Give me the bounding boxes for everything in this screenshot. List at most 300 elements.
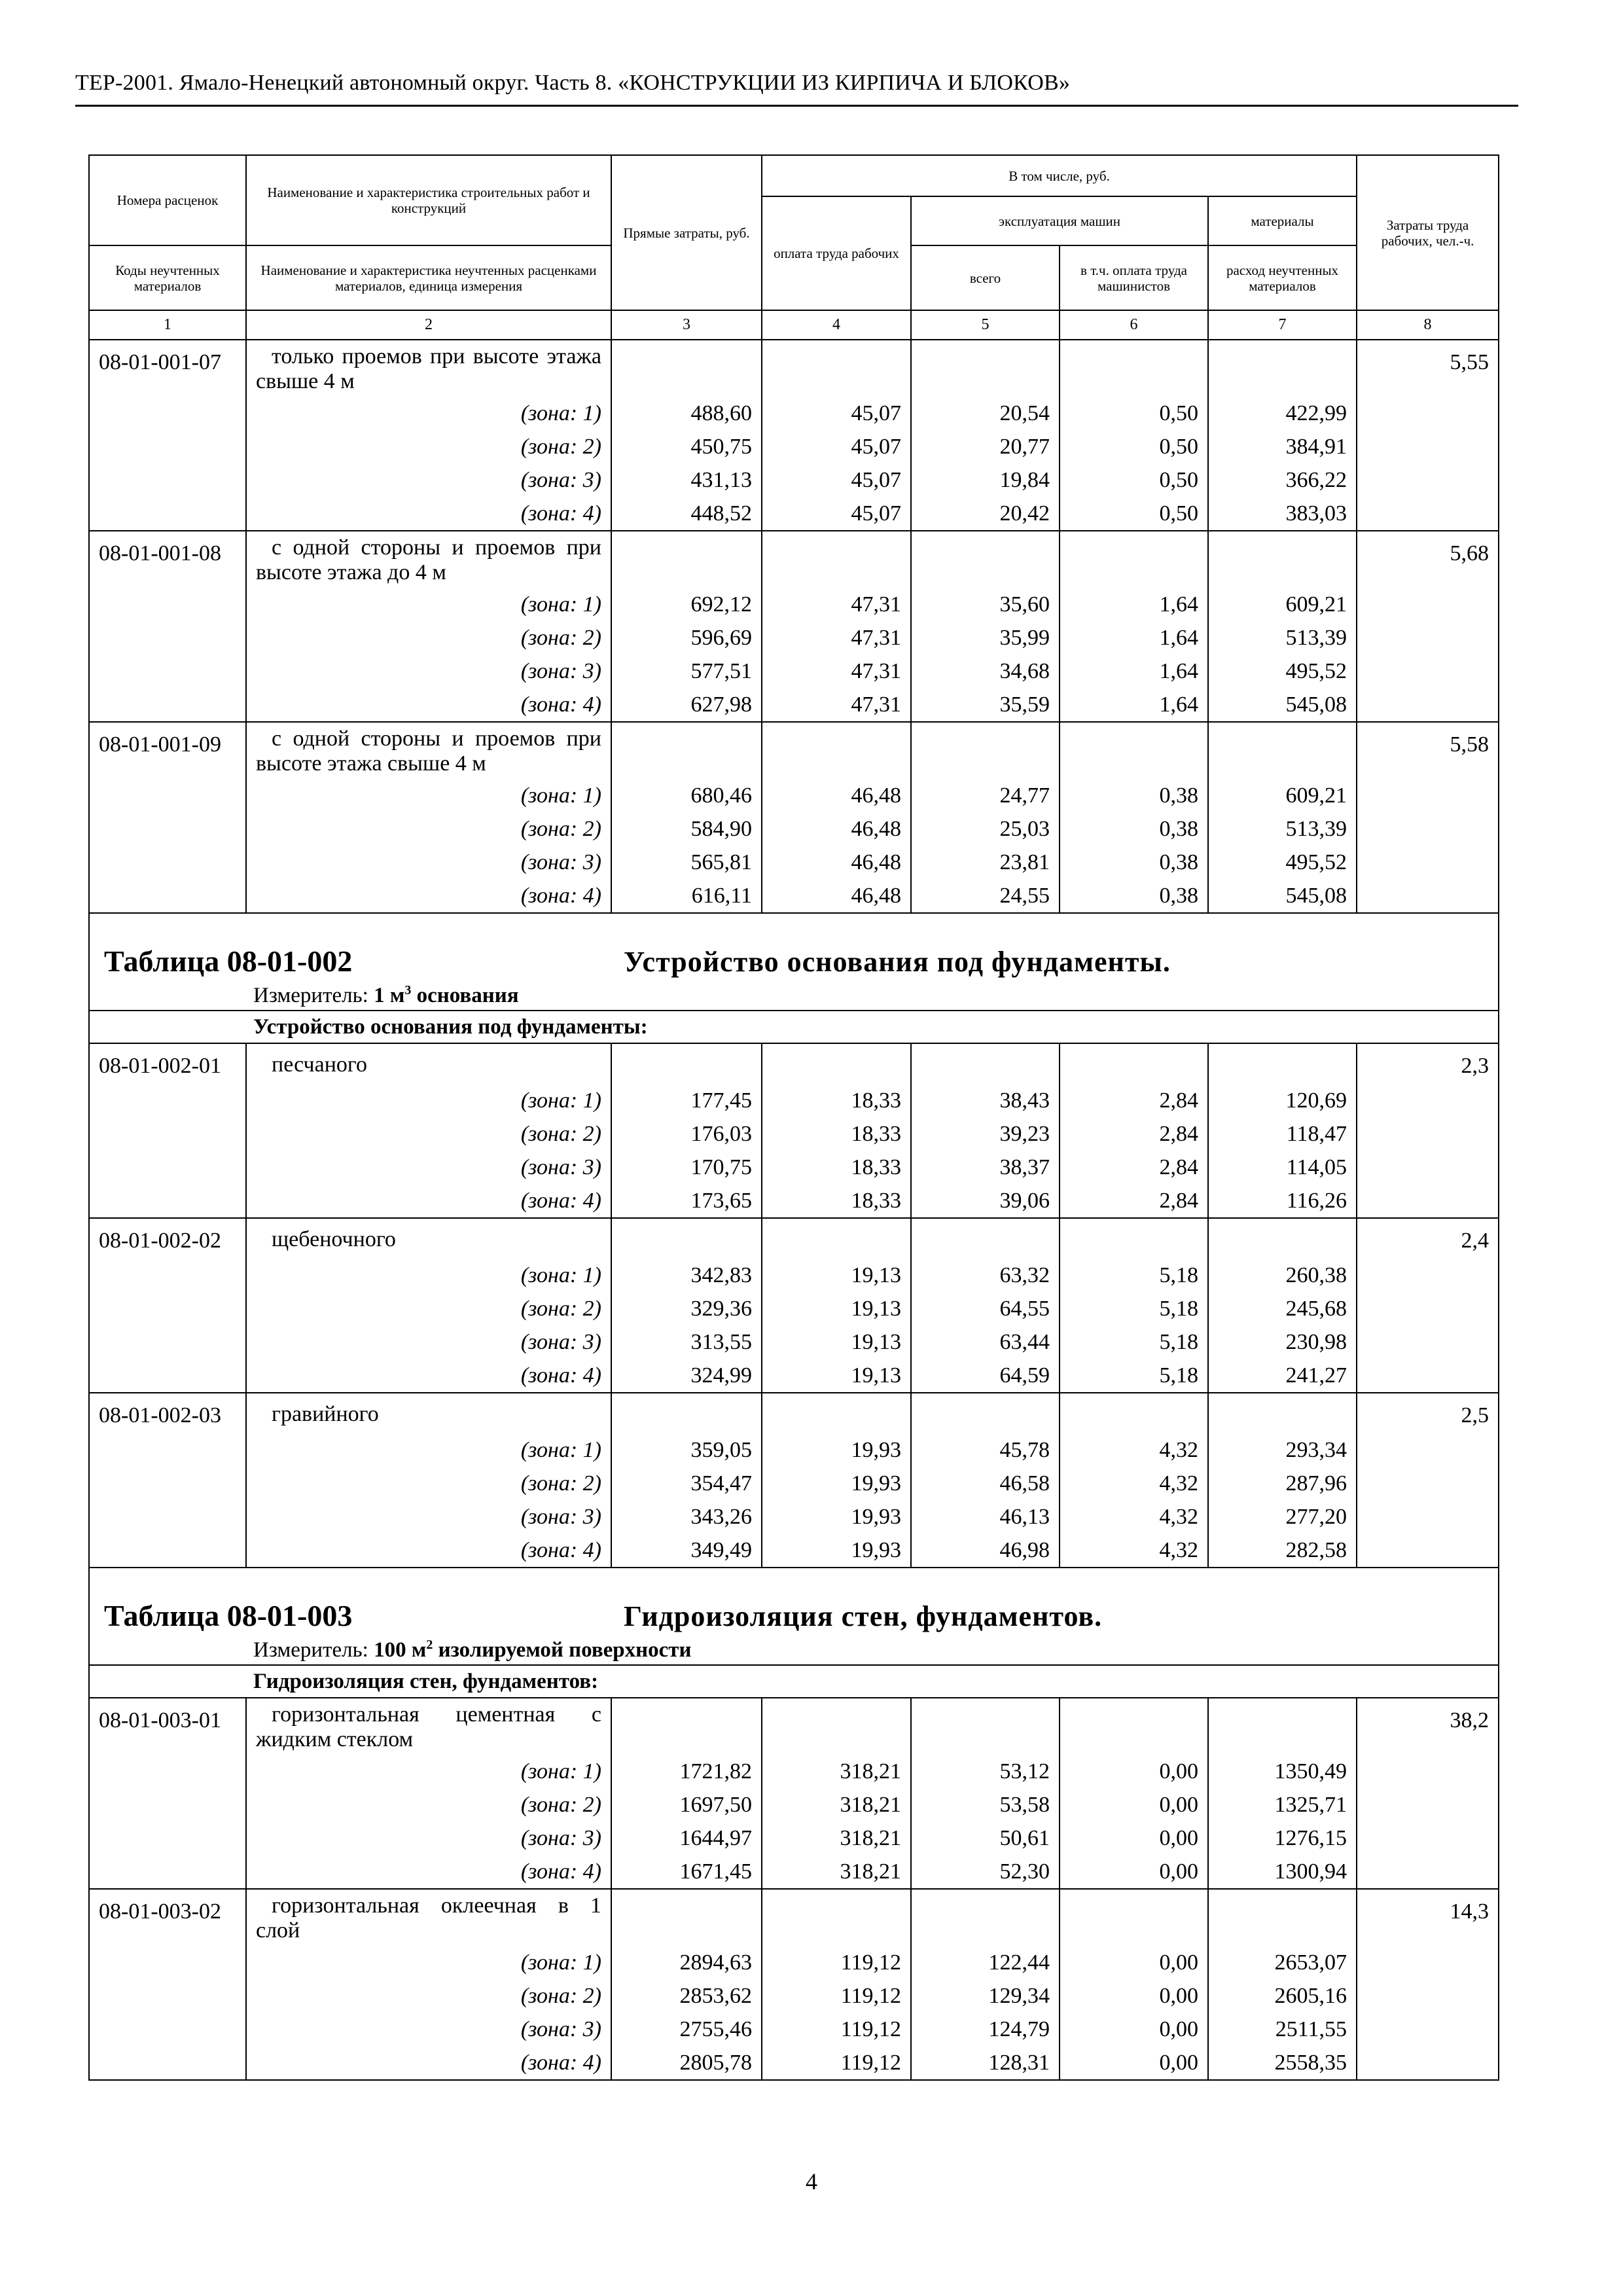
material-cost: 293,34 — [1208, 1433, 1357, 1467]
unit-exponent: 2 — [426, 1638, 433, 1652]
zone-row — [89, 621, 1499, 655]
material-cost: 245,68 — [1208, 1292, 1357, 1325]
rate-code: 08-01-003-01 — [89, 1698, 246, 1889]
material-cost: 282,58 — [1208, 1534, 1357, 1568]
table-subtitle: Гидроизоляция стен, фундаментов: — [89, 1665, 1499, 1698]
worker-wage: 119,12 — [762, 2046, 911, 2080]
empty-cell — [1208, 1393, 1357, 1433]
column-number: 3 — [611, 310, 762, 340]
labor-cost: 5,55 — [1357, 340, 1499, 531]
empty-cell — [1208, 340, 1357, 397]
zone-row — [89, 1500, 1499, 1534]
worker-wage: 19,93 — [762, 1467, 911, 1500]
empty-cell — [762, 531, 911, 588]
zone-row — [89, 1117, 1499, 1151]
empty-cell — [762, 1393, 911, 1433]
worker-wage: 18,33 — [762, 1184, 911, 1218]
direct-cost: 173,65 — [611, 1184, 762, 1218]
header-material-codes: Коды неучтенных материалов — [89, 245, 246, 310]
empty-cell — [1060, 1698, 1208, 1755]
material-cost: 513,39 — [1208, 621, 1357, 655]
table-title-row — [89, 913, 1499, 981]
material-cost: 114,05 — [1208, 1151, 1357, 1184]
machine-cost: 25,03 — [911, 812, 1060, 846]
direct-cost: 2853,62 — [611, 1979, 762, 2013]
direct-cost: 354,47 — [611, 1467, 762, 1500]
machine-cost: 35,99 — [911, 621, 1060, 655]
unit-description: основания — [416, 984, 519, 1007]
zone-label: (зона: 2) — [246, 1117, 611, 1151]
material-cost: 241,27 — [1208, 1359, 1357, 1393]
labor-cost: 14,3 — [1357, 1889, 1499, 2080]
header-rate-numbers: Номера расценок — [89, 155, 246, 245]
machine-cost: 63,32 — [911, 1259, 1060, 1292]
worker-wage: 18,33 — [762, 1084, 911, 1117]
zone-row — [89, 1855, 1499, 1889]
rate-name: песчаного — [272, 1052, 368, 1077]
empty-cell — [1208, 531, 1357, 588]
zone-label: (зона: 3) — [246, 2013, 611, 2046]
worker-wage: 47,31 — [762, 588, 911, 621]
zone-row — [89, 2046, 1499, 2080]
zone-row — [89, 1979, 1499, 2013]
empty-cell — [1208, 1698, 1357, 1755]
worker-wage: 19,13 — [762, 1292, 911, 1325]
worker-wage: 318,21 — [762, 1855, 911, 1889]
material-cost: 383,03 — [1208, 497, 1357, 531]
machine-cost: 122,44 — [911, 1946, 1060, 1979]
direct-cost: 176,03 — [611, 1117, 762, 1151]
machinist-wage: 2,84 — [1060, 1117, 1208, 1151]
machine-cost: 23,81 — [911, 846, 1060, 879]
empty-cell — [1060, 531, 1208, 588]
rate-name-cell — [246, 531, 611, 588]
machinist-wage: 1,64 — [1060, 588, 1208, 621]
rate-name-cell — [246, 722, 611, 779]
empty-cell — [762, 1218, 911, 1259]
empty-cell — [611, 340, 762, 397]
zone-label: (зона: 2) — [246, 621, 611, 655]
rate-name: щебеночного — [272, 1227, 396, 1251]
zone-label: (зона: 3) — [246, 1821, 611, 1855]
empty-cell — [1060, 1393, 1208, 1433]
material-cost: 513,39 — [1208, 812, 1357, 846]
empty-cell — [611, 1043, 762, 1084]
zone-row — [89, 1467, 1499, 1500]
unit-description: изолируемой поверхности — [438, 1638, 692, 1662]
rate-row — [89, 722, 1499, 779]
machine-cost: 50,61 — [911, 1821, 1060, 1855]
material-cost: 384,91 — [1208, 430, 1357, 463]
direct-cost: 584,90 — [611, 812, 762, 846]
machine-cost: 20,77 — [911, 430, 1060, 463]
machinist-wage: 4,32 — [1060, 1534, 1208, 1568]
machine-cost: 20,42 — [911, 497, 1060, 531]
unit-measure — [374, 984, 519, 1007]
rate-name-cell — [246, 1698, 611, 1755]
worker-wage: 47,31 — [762, 688, 911, 722]
machinist-wage: 0,38 — [1060, 846, 1208, 879]
page-number: 4 — [806, 2168, 817, 2195]
machine-cost: 24,77 — [911, 779, 1060, 812]
material-cost: 260,38 — [1208, 1259, 1357, 1292]
empty-cell — [1060, 1889, 1208, 1946]
material-cost: 545,08 — [1208, 688, 1357, 722]
material-cost: 120,69 — [1208, 1084, 1357, 1117]
direct-cost: 329,36 — [611, 1292, 762, 1325]
worker-wage: 19,93 — [762, 1500, 911, 1534]
machine-cost: 46,13 — [911, 1500, 1060, 1534]
direct-cost: 450,75 — [611, 430, 762, 463]
table-unit-row — [89, 1636, 1499, 1665]
rate-code: 08-01-002-03 — [89, 1393, 246, 1568]
worker-wage: 119,12 — [762, 2013, 911, 2046]
zone-row — [89, 463, 1499, 497]
worker-wage: 46,48 — [762, 812, 911, 846]
header-machines-total: всего — [911, 245, 1060, 310]
direct-cost: 342,83 — [611, 1259, 762, 1292]
rate-name-cell — [246, 1889, 611, 1946]
rate-name: гравийного — [272, 1401, 379, 1426]
worker-wage: 119,12 — [762, 1946, 911, 1979]
zone-label: (зона: 4) — [246, 688, 611, 722]
material-cost: 495,52 — [1208, 846, 1357, 879]
machine-cost: 39,06 — [911, 1184, 1060, 1218]
machinist-wage: 2,84 — [1060, 1184, 1208, 1218]
rate-name-cell — [246, 1393, 611, 1433]
worker-wage: 45,07 — [762, 497, 911, 531]
rate-code: 08-01-001-07 — [89, 340, 246, 531]
material-cost: 2605,16 — [1208, 1979, 1357, 2013]
rate-row — [89, 531, 1499, 588]
table-number: Таблица 08-01-002 — [104, 944, 353, 978]
direct-cost: 680,46 — [611, 779, 762, 812]
material-cost: 1300,94 — [1208, 1855, 1357, 1889]
labor-cost: 2,5 — [1357, 1393, 1499, 1568]
direct-cost: 343,26 — [611, 1500, 762, 1534]
empty-cell — [911, 722, 1060, 779]
zone-row — [89, 1084, 1499, 1117]
zone-row — [89, 1292, 1499, 1325]
zone-label: (зона: 2) — [246, 1788, 611, 1821]
direct-cost: 1721,82 — [611, 1755, 762, 1788]
zone-row — [89, 1755, 1499, 1788]
machine-cost: 64,55 — [911, 1292, 1060, 1325]
empty-cell — [1208, 1043, 1357, 1084]
zone-row — [89, 779, 1499, 812]
machine-cost: 45,78 — [911, 1433, 1060, 1467]
direct-cost: 2805,78 — [611, 2046, 762, 2080]
empty-cell — [611, 722, 762, 779]
zone-label: (зона: 4) — [246, 1359, 611, 1393]
table-unit — [89, 981, 1499, 1011]
zone-label: (зона: 3) — [246, 846, 611, 879]
zone-label: (зона: 2) — [246, 812, 611, 846]
machine-cost: 124,79 — [911, 2013, 1060, 2046]
table-subtitle-row — [89, 1011, 1499, 1043]
direct-cost: 1671,45 — [611, 1855, 762, 1889]
unit-exponent: 3 — [404, 983, 412, 997]
column-numbers-row — [89, 310, 1499, 340]
worker-wage: 45,07 — [762, 463, 911, 497]
machinist-wage: 0,00 — [1060, 1855, 1208, 1889]
worker-wage: 19,13 — [762, 1259, 911, 1292]
material-cost: 495,52 — [1208, 655, 1357, 688]
empty-cell — [1208, 722, 1357, 779]
machinist-wage: 0,38 — [1060, 812, 1208, 846]
rate-row — [89, 1698, 1499, 1755]
direct-cost: 324,99 — [611, 1359, 762, 1393]
empty-cell — [611, 1218, 762, 1259]
rate-name: с одной стороны и проемов при высоте этажа свыше 4 м — [256, 726, 601, 776]
machinist-wage: 0,38 — [1060, 779, 1208, 812]
worker-wage: 18,33 — [762, 1151, 911, 1184]
column-number: 1 — [89, 310, 246, 340]
zone-label: (зона: 1) — [246, 588, 611, 621]
empty-cell — [911, 1393, 1060, 1433]
machinist-wage: 5,18 — [1060, 1259, 1208, 1292]
machine-cost: 129,34 — [911, 1979, 1060, 2013]
direct-cost: 448,52 — [611, 497, 762, 531]
machinist-wage: 5,18 — [1060, 1359, 1208, 1393]
table-title — [89, 913, 1499, 981]
empty-cell — [1208, 1889, 1357, 1946]
machine-cost: 46,58 — [911, 1467, 1060, 1500]
material-cost: 118,47 — [1208, 1117, 1357, 1151]
worker-wage: 45,07 — [762, 397, 911, 430]
machinist-wage: 2,84 — [1060, 1084, 1208, 1117]
machinist-wage: 1,64 — [1060, 621, 1208, 655]
machine-cost: 39,23 — [911, 1117, 1060, 1151]
machinist-wage: 5,18 — [1060, 1292, 1208, 1325]
empty-cell — [911, 531, 1060, 588]
worker-wage: 45,07 — [762, 430, 911, 463]
zone-label: (зона: 1) — [246, 1946, 611, 1979]
header-material-names: Наименование и характеристика неучтенных расценками материалов, единица измерения — [246, 245, 611, 310]
column-number: 2 — [246, 310, 611, 340]
zone-label: (зона: 3) — [246, 1500, 611, 1534]
rate-code: 08-01-002-01 — [89, 1043, 246, 1218]
zone-label: (зона: 4) — [246, 1855, 611, 1889]
rate-row — [89, 1043, 1499, 1084]
machine-cost: 20,54 — [911, 397, 1060, 430]
header-wages: оплата труда рабочих — [762, 196, 911, 310]
machine-cost: 35,59 — [911, 688, 1060, 722]
zone-label: (зона: 4) — [246, 1534, 611, 1568]
empty-cell — [762, 722, 911, 779]
empty-cell — [1060, 1218, 1208, 1259]
header-material-consumption: расход неучтенных материалов — [1208, 245, 1357, 310]
direct-cost: 313,55 — [611, 1325, 762, 1359]
header-machines: эксплуатация машин — [911, 196, 1208, 245]
machinist-wage: 4,32 — [1060, 1500, 1208, 1534]
zone-label: (зона: 2) — [246, 430, 611, 463]
direct-cost: 431,13 — [611, 463, 762, 497]
material-cost: 2558,35 — [1208, 2046, 1357, 2080]
machine-cost: 35,60 — [911, 588, 1060, 621]
machinist-wage: 1,64 — [1060, 655, 1208, 688]
rate-name-cell — [246, 340, 611, 397]
empty-cell — [762, 1698, 911, 1755]
zone-label: (зона: 4) — [246, 879, 611, 913]
machinist-wage: 4,32 — [1060, 1467, 1208, 1500]
zone-label: (зона: 4) — [246, 497, 611, 531]
empty-cell — [611, 1889, 762, 1946]
unit-measure — [374, 1638, 691, 1662]
material-cost: 230,98 — [1208, 1325, 1357, 1359]
direct-cost: 692,12 — [611, 588, 762, 621]
rate-code: 08-01-001-09 — [89, 722, 246, 913]
direct-cost: 177,45 — [611, 1084, 762, 1117]
direct-cost: 616,11 — [611, 879, 762, 913]
zone-label: (зона: 3) — [246, 1325, 611, 1359]
direct-cost: 1697,50 — [611, 1788, 762, 1821]
direct-cost: 488,60 — [611, 397, 762, 430]
rate-name-cell — [246, 1218, 611, 1259]
material-cost: 2653,07 — [1208, 1946, 1357, 1979]
zone-label: (зона: 1) — [246, 1433, 611, 1467]
unit-value: 1 м — [374, 984, 405, 1007]
machinist-wage: 0,00 — [1060, 1979, 1208, 2013]
worker-wage: 318,21 — [762, 1788, 911, 1821]
labor-cost: 2,4 — [1357, 1218, 1499, 1393]
material-cost: 422,99 — [1208, 397, 1357, 430]
zone-row — [89, 688, 1499, 722]
table-unit — [89, 1636, 1499, 1665]
header-materials: материалы — [1208, 196, 1357, 245]
rate-row — [89, 340, 1499, 397]
header-direct-costs: Прямые затраты, руб. — [611, 155, 762, 310]
machine-cost: 38,37 — [911, 1151, 1060, 1184]
worker-wage: 47,31 — [762, 621, 911, 655]
machinist-wage: 0,38 — [1060, 879, 1208, 913]
zone-row — [89, 1151, 1499, 1184]
empty-cell — [762, 1043, 911, 1084]
machinist-wage: 2,84 — [1060, 1151, 1208, 1184]
machinist-wage: 0,50 — [1060, 397, 1208, 430]
rate-row — [89, 1393, 1499, 1433]
rate-name: только проемов при высоте этажа свыше 4 м — [256, 344, 601, 393]
rate-code: 08-01-002-02 — [89, 1218, 246, 1393]
material-cost: 2511,55 — [1208, 2013, 1357, 2046]
zone-row — [89, 655, 1499, 688]
empty-cell — [762, 1889, 911, 1946]
machinist-wage: 1,64 — [1060, 688, 1208, 722]
header-work-name: Наименование и характеристика строительных работ и конструкций — [246, 155, 611, 245]
zone-row — [89, 430, 1499, 463]
direct-cost: 359,05 — [611, 1433, 762, 1467]
zone-label: (зона: 3) — [246, 463, 611, 497]
rate-code: 08-01-001-08 — [89, 531, 246, 722]
machine-cost: 64,59 — [911, 1359, 1060, 1393]
zone-row — [89, 1821, 1499, 1855]
header-row-1 — [89, 155, 1499, 196]
unit-value: 100 м — [374, 1638, 427, 1662]
machinist-wage: 5,18 — [1060, 1325, 1208, 1359]
direct-cost: 627,98 — [611, 688, 762, 722]
unit-label: Измеритель: — [253, 1638, 368, 1662]
empty-cell — [1060, 1043, 1208, 1084]
header-labor-costs: Затраты труда рабочих, чел.-ч. — [1357, 155, 1499, 310]
empty-cell — [911, 1043, 1060, 1084]
zone-row — [89, 812, 1499, 846]
machine-cost: 53,58 — [911, 1788, 1060, 1821]
zone-label: (зона: 1) — [246, 1259, 611, 1292]
machine-cost: 52,30 — [911, 1855, 1060, 1889]
worker-wage: 47,31 — [762, 655, 911, 688]
direct-cost: 170,75 — [611, 1151, 762, 1184]
page-header: ТЕР-2001. Ямало-Ненецкий автономный округ. Часть 8. «КОНСТРУКЦИИ ИЗ КИРПИЧА И БЛОКОВ» — [75, 71, 1071, 95]
worker-wage: 18,33 — [762, 1117, 911, 1151]
column-number: 5 — [911, 310, 1060, 340]
worker-wage: 46,48 — [762, 846, 911, 879]
table-name: Устройство основания под фундаменты. — [624, 946, 1171, 978]
zone-label: (зона: 2) — [246, 1979, 611, 2013]
empty-cell — [911, 340, 1060, 397]
empty-cell — [1060, 722, 1208, 779]
empty-cell — [762, 340, 911, 397]
empty-cell — [911, 1698, 1060, 1755]
empty-cell — [1208, 1218, 1357, 1259]
direct-cost: 349,49 — [611, 1534, 762, 1568]
column-number: 7 — [1208, 310, 1357, 340]
worker-wage: 19,93 — [762, 1534, 911, 1568]
direct-cost: 596,69 — [611, 621, 762, 655]
machine-cost: 63,44 — [911, 1325, 1060, 1359]
rate-name: горизонтальная оклеечная в 1 слой — [256, 1893, 601, 1943]
column-number: 8 — [1357, 310, 1499, 340]
worker-wage: 19,13 — [762, 1359, 911, 1393]
machine-cost: 46,98 — [911, 1534, 1060, 1568]
worker-wage: 119,12 — [762, 1979, 911, 2013]
machine-cost: 34,68 — [911, 655, 1060, 688]
machine-cost: 128,31 — [911, 2046, 1060, 2080]
machinist-wage: 0,00 — [1060, 2013, 1208, 2046]
rate-name: горизонтальная цементная с жидким стеклом — [256, 1702, 601, 1751]
material-cost: 366,22 — [1208, 463, 1357, 497]
column-number: 4 — [762, 310, 911, 340]
machinist-wage: 0,50 — [1060, 463, 1208, 497]
direct-cost: 565,81 — [611, 846, 762, 879]
zone-label: (зона: 2) — [246, 1292, 611, 1325]
machinist-wage: 0,00 — [1060, 1821, 1208, 1855]
machine-cost: 53,12 — [911, 1755, 1060, 1788]
zone-label: (зона: 1) — [246, 1084, 611, 1117]
rate-name-cell — [246, 1043, 611, 1084]
zone-row — [89, 1534, 1499, 1568]
material-cost: 609,21 — [1208, 779, 1357, 812]
zone-label: (зона: 4) — [246, 2046, 611, 2080]
header-including: В том числе, руб. — [762, 155, 1357, 196]
zone-row — [89, 1325, 1499, 1359]
empty-cell — [911, 1889, 1060, 1946]
zone-label: (зона: 1) — [246, 1755, 611, 1788]
zone-row — [89, 1359, 1499, 1393]
labor-cost: 5,68 — [1357, 531, 1499, 722]
zone-row — [89, 588, 1499, 621]
machinist-wage: 0,00 — [1060, 1755, 1208, 1788]
zone-row — [89, 397, 1499, 430]
zone-row — [89, 497, 1499, 531]
material-cost: 1350,49 — [1208, 1755, 1357, 1788]
table-name: Гидроизоляция стен, фундаментов. — [624, 1600, 1103, 1632]
material-cost: 116,26 — [1208, 1184, 1357, 1218]
empty-cell — [1060, 340, 1208, 397]
header-rule — [75, 105, 1518, 107]
worker-wage: 46,48 — [762, 779, 911, 812]
material-cost: 1276,15 — [1208, 1821, 1357, 1855]
table-unit-row — [89, 981, 1499, 1011]
